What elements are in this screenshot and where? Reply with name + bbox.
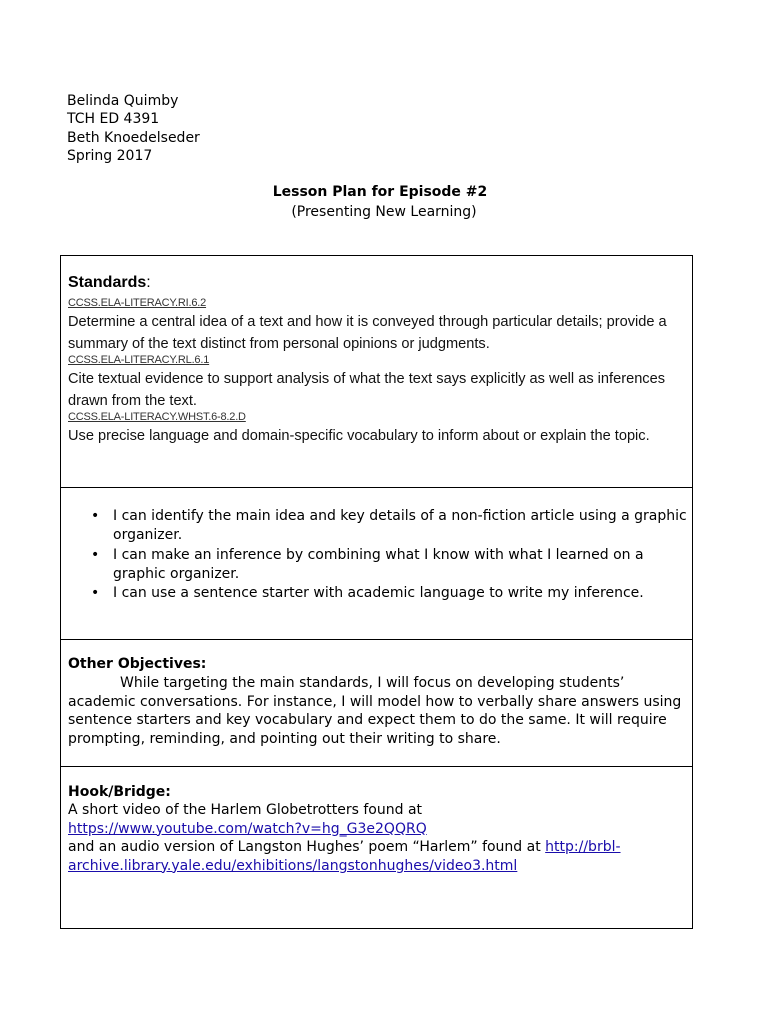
objectives-cell — [61, 487, 692, 640]
objective-item: • I can make an inference by combining what I know with what I learned on a graphic organizer. — [91, 546, 644, 582]
standard-text-1: Determine a central idea of a text and how it is conveyed through particular details; provide a summary of the text distinct from personal opinions or judgments. — [68, 314, 667, 352]
author-name: Belinda Quimby — [67, 93, 179, 109]
instructor-name: Beth Knoedelseder — [67, 129, 200, 146]
standards-cell — [61, 256, 692, 488]
youtube-link[interactable]: https://www.youtube.com/watch?v=hg_G3e2QQRQ — [68, 820, 427, 837]
lesson-plan-table — [60, 255, 693, 929]
standard-code-3: CCSS.ELA-LITERACY.WHST.6-8.2.D — [68, 411, 246, 423]
bullet-icon: • — [91, 585, 100, 602]
yale-archive-link[interactable]: http://brbl-archive.library.yale.edu/exhibitions/langstonhughes/video3.html — [68, 839, 621, 874]
hook-bridge-heading: Hook/Bridge: — [68, 784, 171, 800]
document-title: Lesson Plan for Episode #2 — [272, 184, 488, 200]
course-code: TCH ED 4391 — [67, 111, 160, 128]
other-objectives-cell — [61, 639, 692, 767]
bullet-icon: • — [91, 508, 100, 524]
objective-item: • I can identify the main idea and key details of a non-fiction article using a graphic organizer. — [91, 508, 687, 544]
document-subtitle: (Presenting New Learning) — [291, 204, 477, 220]
header-block — [67, 92, 200, 165]
other-objectives-text: While targeting the main standards, I will focus on developing students’ academic conversations. For instance, I will model how to verbally share answers using sentence starters and key vocabulary and expect them to do the same. It will require prompting, reminding, and pointing out their writing to share. — [68, 675, 682, 747]
standard-code-1: CCSS.ELA-LITERACY.RI.6.2 — [68, 297, 207, 309]
objective-item: • I can use a sentence starter with academic language to write my inference. — [61, 584, 694, 603]
objectives-list — [61, 507, 694, 603]
term: Spring 2017 — [67, 147, 153, 164]
standards-heading: Standards: — [68, 274, 151, 291]
hook-bridge-text: A short video of the Harlem Globetrotters found at https://www.youtube.com/watch?v=hg_G3e2QQRQ and an audio version of Langston Hughes’ poem “Harlem” found at http://brbl-archive.library.yale.edu/exhibitions/langstonhughes/video3.html — [68, 802, 621, 874]
hook-bridge-cell — [61, 766, 692, 928]
standard-text-2: Cite textual evidence to support analysis of what the text says explicitly as well as inferences drawn from the text. — [68, 371, 666, 409]
other-objectives-heading: Other Objectives: — [68, 656, 207, 672]
standard-text-3: Use precise language and domain-specific vocabulary to inform about or explain the topic. — [68, 428, 650, 444]
standard-code-2: CCSS.ELA-LITERACY.RL.6.1 — [68, 354, 210, 366]
bullet-icon: • — [91, 546, 100, 563]
